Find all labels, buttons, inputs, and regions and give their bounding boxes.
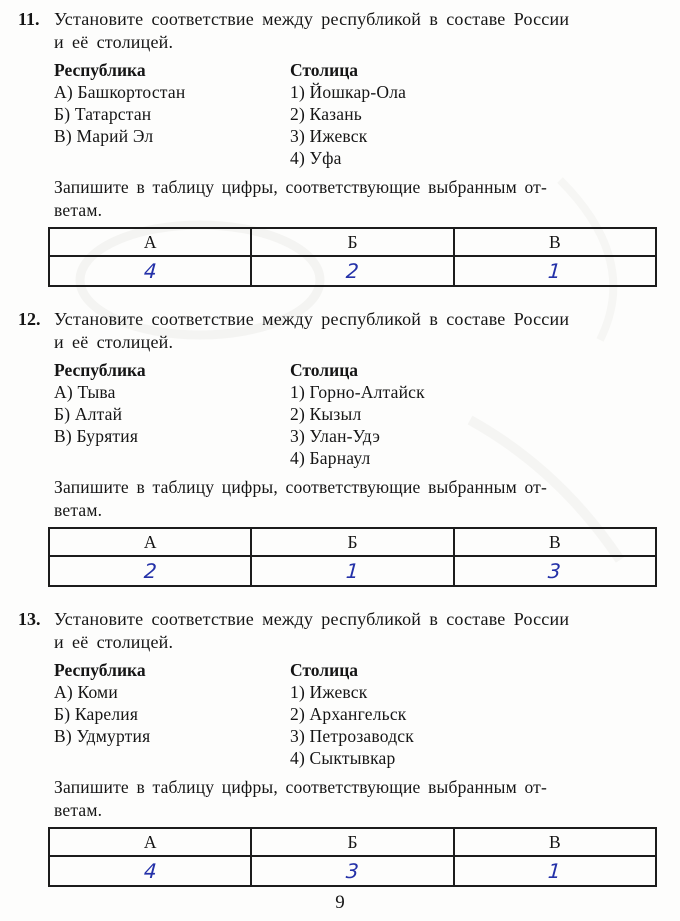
handwritten-answer: 1 [547,259,563,283]
page-number: 9 [335,892,345,913]
answer-col-header: А [49,228,251,256]
answer-table [48,527,657,587]
capital-column [290,59,666,169]
capital-item: 2) Архангельск [290,704,407,724]
capital-item: 3) Ижевск [290,126,368,146]
answer-col-header: А [49,528,251,556]
capital-column [290,659,666,769]
republic-item: А) Тыва [54,382,116,402]
republic-item: В) Бурятия [54,426,139,446]
republic-column [54,59,290,169]
prompt-line: Установите соответствие между республикой в составе России [54,309,570,329]
handwritten-answer: 3 [547,559,563,583]
answer-col-header: Б [251,528,453,556]
question-prompt [54,608,666,654]
republic-item: Б) Татарстан [54,104,152,124]
republic-item: В) Удмуртия [54,726,151,746]
handwritten-answer: 4 [142,259,158,283]
question-number: 12. [18,309,41,329]
matching-columns [54,659,666,769]
republic-item: А) Коми [54,682,118,702]
capital-column-header: Столица [290,360,359,380]
prompt-line: и её столицей. [54,632,174,652]
handwritten-answer: 4 [142,859,158,883]
instruction-line: Запишите в таблицу цифры, соответствующие выбранным от- [54,777,548,797]
question-head [18,608,666,654]
prompt-line: и её столицей. [54,332,174,352]
answer-table-value-row [49,256,656,286]
instruction-text [54,476,666,521]
answer-table [48,227,657,287]
capital-item: 4) Барнаул [290,448,371,468]
republic-item: Б) Алтай [54,404,123,424]
question-head [18,308,666,354]
capital-item: 2) Казань [290,104,362,124]
handwritten-answer: 2 [345,259,360,283]
republic-item: Б) Карелия [54,704,139,724]
capital-column-header: Столица [290,660,359,680]
handwritten-answer: 2 [142,559,158,583]
handwritten-answer: 1 [547,859,563,883]
prompt-line: Установите соответствие между республикой в составе России [54,609,570,629]
question-number: 11. [18,9,40,29]
instruction-text [54,176,666,221]
instruction-line: ветам. [54,799,103,820]
instruction-line: ветам. [54,499,103,520]
answer-table-header-row [49,228,656,256]
question-prompt [54,308,666,354]
matching-columns [54,59,666,169]
answer-col-header: А [49,828,251,856]
handwritten-answer: 3 [345,859,360,883]
question-12 [18,308,666,587]
instruction-line: Запишите в таблицу цифры, соответствующие выбранным от- [54,177,548,197]
question-11 [18,8,666,287]
answer-cell [454,256,656,286]
capital-item: 3) Петрозаводск [290,726,414,746]
capital-item: 4) Уфа [290,148,342,168]
answer-cell [251,556,453,586]
capital-item: 2) Кызыл [290,404,362,424]
answer-col-header: Б [251,228,453,256]
instruction-text [54,776,666,821]
answer-col-header: В [454,528,656,556]
question-number: 13. [18,609,41,629]
capital-item: 4) Сыктывкар [290,748,396,768]
answer-col-header: Б [251,828,453,856]
answer-table [48,827,657,887]
capital-column-header: Столица [290,60,359,80]
republic-item: А) Башкортостан [54,82,186,102]
question-prompt [54,8,666,54]
republic-column-header: Республика [54,360,146,380]
matching-columns [54,359,666,469]
answer-cell [251,256,453,286]
answer-col-header: В [454,828,656,856]
answer-table-header-row [49,828,656,856]
instruction-line: Запишите в таблицу цифры, соответствующие выбранным от- [54,477,548,497]
answer-cell [49,256,251,286]
republic-item: В) Марий Эл [54,126,154,146]
answer-cell [49,556,251,586]
answer-table-value-row [49,856,656,886]
republic-column [54,659,290,769]
instruction-line: ветам. [54,199,103,220]
question-head [18,8,666,54]
capital-column [290,359,666,469]
republic-column [54,359,290,469]
question-13 [18,608,666,887]
handwritten-answer: 1 [345,559,360,583]
answer-cell [49,856,251,886]
capital-item: 1) Йошкар-Ола [290,82,407,102]
answer-table-header-row [49,528,656,556]
answer-col-header: В [454,228,656,256]
answer-cell [454,556,656,586]
capital-item: 1) Горно-Алтайск [290,382,425,402]
prompt-line: Установите соответствие между республикой в составе России [54,9,570,29]
capital-item: 1) Ижевск [290,682,368,702]
answer-table-value-row [49,556,656,586]
capital-item: 3) Улан-Удэ [290,426,381,446]
answer-cell [251,856,453,886]
answer-cell [454,856,656,886]
republic-column-header: Республика [54,660,146,680]
prompt-line: и её столицей. [54,32,174,52]
republic-column-header: Республика [54,60,146,80]
